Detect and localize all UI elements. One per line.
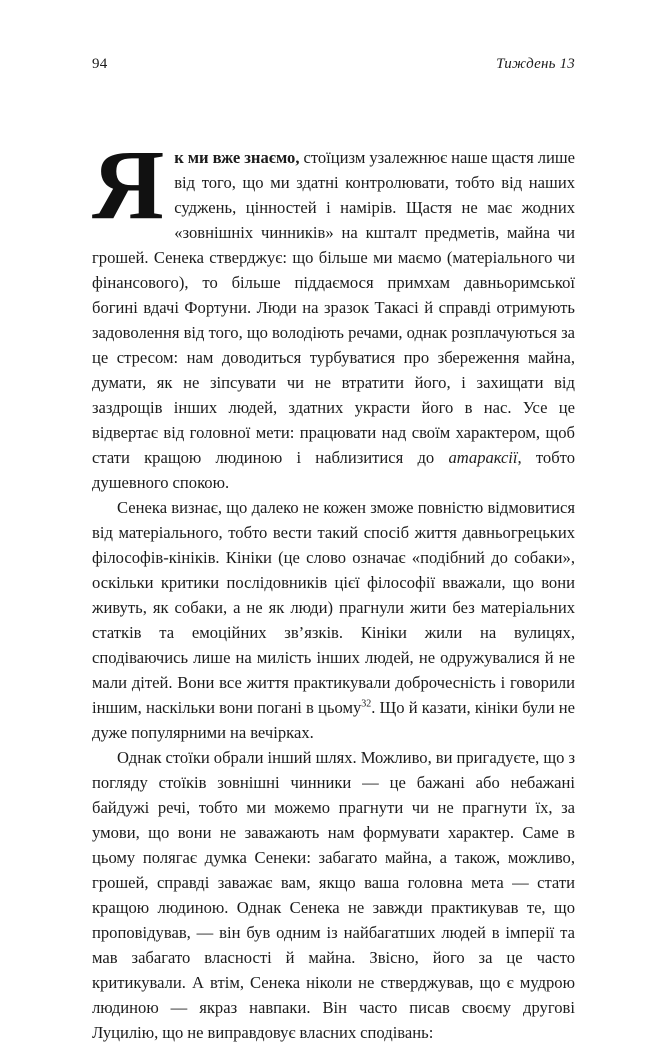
drop-cap: Я xyxy=(92,129,165,240)
page-number: 94 xyxy=(92,56,108,72)
page-header xyxy=(92,56,575,73)
text-run: , тобто душевного спокою. xyxy=(92,448,575,492)
paragraph xyxy=(92,129,575,495)
running-head: Тиждень 13 xyxy=(496,56,575,72)
text-run: Сенека визнає, що далеко не кожен зможе повністю відмовитися від матеріального, тобто вести такий спосіб життя давньогрецьких філософів-кініків. Кініки (це слово означає «подібний до собаки», оскільки критики послідовників цієї філософії вважали, що вони живуть, як собаки, а не як люди) прагнули жити без матеріальних статків та емоційних зв’язків. Кініки жили на вулицях, сподіваючись лише на милість інших людей, не одружувалися й не мали дітей. Вони все життя практикували доброчесність і говорили іншим, наскільки вони погані в цьому xyxy=(92,498,575,717)
text-run: Однак стоїки обрали інший шлях. Можливо, ви пригадуєте, що з погляду стоїків зовнішні чинники — це бажані або небажані байдужі речі, тобто ми можемо прагнути чи не прагнути їх, за умови, що вони не заважають нам формувати характер. Саме в цьому полягає думка Сенеки: забагато майна, а також, можливо, грошей, справді заважає вам, якщо ваша головна мета — стати кращою людиною. Однак Сенека не завжди практикував те, що проповідував, — він був одним із найбагатших людей в імперії та мав забагато власності й майна. Звісно, його за це часто критикували. А втім, Сенека ніколи не стверджував, що є мудрою людиною — якраз навпаки. Він часто писав своєму другові Луцилію, що не виправдовує власних сподівань: xyxy=(92,748,575,1042)
text-run: . Що й казати, кініки були не дуже популярними на вечірках. xyxy=(92,698,576,742)
lead-in-text: к ми вже знаємо, xyxy=(174,148,304,167)
body-text xyxy=(92,129,576,1045)
paragraph xyxy=(92,745,575,1045)
emphasized-text: атараксії xyxy=(448,448,518,467)
paragraph xyxy=(92,495,575,745)
footnote-reference: 32 xyxy=(361,698,372,710)
text-run: стоїцизм узалежнює наше щастя лише від того, що ми здатні контролювати, тобто від наших суджень, цінностей і намірів. Щастя не має жодних «зовнішніх чинників» на кшталт предметів, майна чи грошей. Сенека стверджує: що більше ми маємо (матеріального чи фінансового), то більше піддаємося примхам давньоримської богині вдачі Фортуни. Люди на зразок Такасі й справді отримують задоволення від того, що володіють речами, однак розплачуються за це стресом: нам доводиться турбуватися про збереження майна, думати, як не зіпсувати чи не втратити його, і захищати від заздрощів інших людей, здатних украсти його в нас. Усе це відвертає від головної мети: працювати над своїм характером, щоб стати кращою людиною і наблизитися до xyxy=(92,148,575,467)
